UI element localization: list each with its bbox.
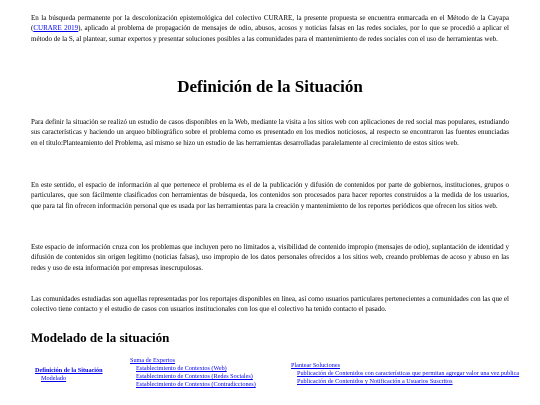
nav-link-modelado[interactable]: Modelado <box>41 375 67 382</box>
nav-link-plantear-soluciones[interactable]: Plantear Soluciones <box>291 362 340 369</box>
intro-text-start: En la búsqueda permanente por la descolonización epistemológica del colectivo CURARE, la presente propuesta se encuentra enmarcada en el Método de la Cayapa ( <box>31 14 509 33</box>
paragraph-comunidades: Las comunidades estudiadas son aquellas representadas por los reportajes disponibles en línea, así como usuarios particulares pertenecientes a comunidades con las que el colectivo tiene contacto y el estudio de casos con usuarios institucionales con los que el colectivo ha tenido contacto el pasado. <box>31 295 509 314</box>
nav-link-definicion[interactable]: Definición de la Situación <box>35 367 103 374</box>
curare-2019-link[interactable]: CURARE 2019 <box>33 24 79 33</box>
nav-link-contextos-redes[interactable]: Establecimiento de Contextos (Redes Sociales) <box>136 373 253 380</box>
nav-column-definicion <box>35 367 103 383</box>
section-title: Definición de la Situación <box>177 77 363 96</box>
nav-column-soluciones <box>291 362 519 386</box>
nav-link-publicacion-valor[interactable]: Publicación de Contenidos con características que permitan agregar valor una vez publica <box>297 370 520 377</box>
intro-paragraph <box>31 13 509 44</box>
nav-link-publicacion-notificacion[interactable]: Publicación de Contenidos y Notificación a Usuarios Suscritos <box>297 378 453 385</box>
intro-text-end: ), aplicado al problema de propagación de mensajes de odio, abusos, acosos y noticias falsas en las redes sociales, por lo que se procedió a aplicar el método de la S, al plantear, sumar expertos y presentar soluciones posibles a las comunidades para el mantenimiento de redes sociales con el uso de herramientas web. <box>31 24 509 43</box>
nav-link-contextos-web[interactable]: Establecimiento de Contextos (Web) <box>136 365 227 372</box>
subsection-title: Modelado de la situación <box>31 330 170 345</box>
nav-link-contextos-contradicciones[interactable]: Establecimiento de Contextos (Contradicciones) <box>136 381 256 388</box>
paragraph-espacio-informacion: En este sentido, el espacio de información al que pertenece el problema es el de la publicación y difusión de contenidos por parte de gobiernos, instituciones, grupos o particulares, que son fácilmente clasificados con herramientas de búsqueda, los contenidos son procesados para hacer reportes construidos a la medida de los usuarios, que para tal fin ofrecen información personal que es usada por las herramientas para la creación y mantenimiento de los reportes periódicos que ofrecen los sitios web. <box>31 181 509 210</box>
nav-link-suma-expertos[interactable]: Suma de Expertos <box>130 357 176 364</box>
paragraph-problemas: Este espacio de información cruza con los problemas que incluyen pero no limitados a, visibilidad de contenido impropio (mensajes de odio), suplantación de identidad y difusión de contenidos sin origen legítimo (noticias falsas), uso impropio de los datos personales ofrecidos a los sitios web, creando problemas de acoso y abuso en las redes y uso de esta información por empresas inescrupulosas. <box>31 243 509 272</box>
paragraph-definicion: Para definir la situación se realizó un estudio de casos disponibles en la Web, mediante la visita a los sitios web con aplicaciones de red social mas populares, estudiando sus características y haciendo un arqueo bibliográfico sobre el problema como es presentado en los medios noticiosos, al respecto se encontraron las fuentes enunciadas en el título:Planteamiento del Problema, así mismo se hizo un estudio de las herramientas desarrolladas paralelamente al crecimiento de estos sitios web. <box>31 118 509 147</box>
nav-column-expertos <box>130 357 256 389</box>
